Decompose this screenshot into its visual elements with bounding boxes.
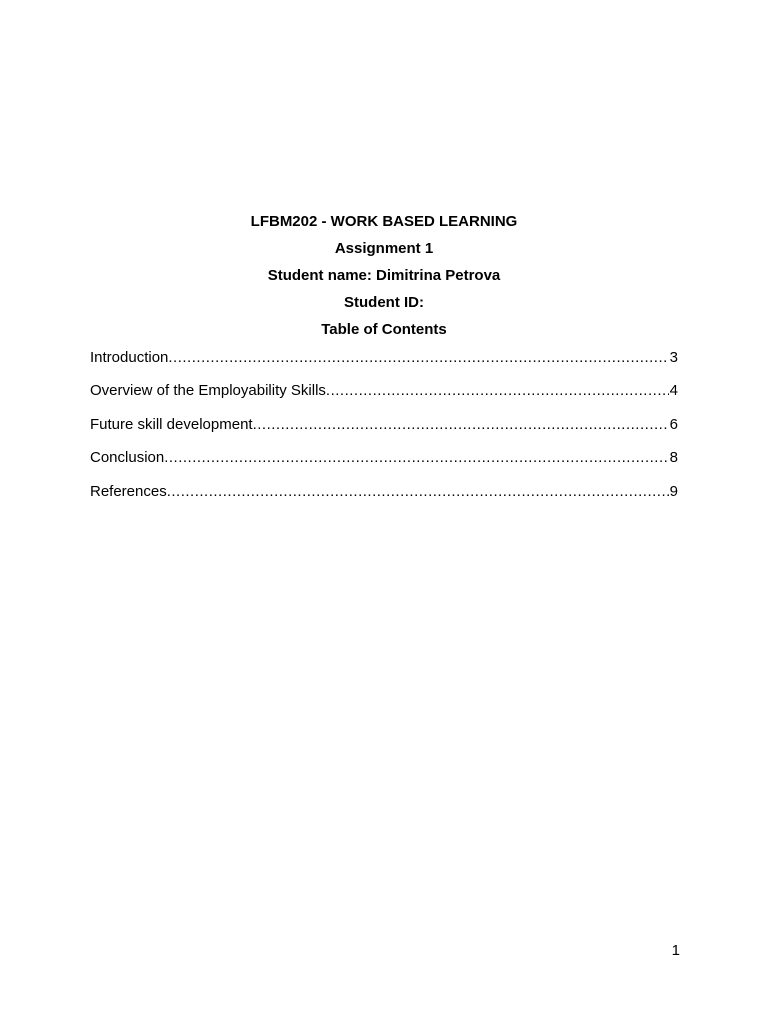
- toc-entry-page: 8: [669, 449, 678, 467]
- assignment-title: Assignment 1: [334, 240, 434, 257]
- toc-dot-leader: [164, 446, 668, 470]
- toc-entry-title: References: [90, 482, 167, 500]
- toc-dot-leader: [326, 379, 669, 403]
- toc-entry-page: 6: [669, 415, 678, 433]
- toc-entry-references[interactable]: [90, 480, 678, 513]
- toc-entry-page: 9: [669, 482, 678, 500]
- student-id: Student ID:: [344, 294, 424, 311]
- toc-entry-title: Conclusion: [90, 449, 165, 467]
- table-of-contents: [90, 346, 678, 513]
- student-name: Student name: Dimitrina Petrova: [267, 267, 501, 284]
- toc-entry-title: Introduction: [90, 349, 169, 366]
- toc-dot-leader: [167, 480, 669, 504]
- toc-dot-leader: [168, 346, 668, 370]
- toc-entry-future-skills[interactable]: [90, 413, 678, 446]
- toc-entry-title: Overview of the Employability Skills: [90, 382, 326, 400]
- toc-entry-page: 4: [669, 382, 678, 400]
- document-header: [0, 210, 768, 345]
- toc-dot-leader: [253, 413, 669, 437]
- toc-entry-conclusion[interactable]: [90, 446, 678, 479]
- toc-entry-title: Future skill development: [90, 415, 253, 433]
- course-title: LFBM202 - WORK BASED LEARNING: [250, 213, 518, 230]
- toc-entry-introduction[interactable]: [90, 346, 678, 379]
- toc-entry-page: 3: [669, 349, 678, 366]
- page-number: 1: [671, 942, 680, 959]
- toc-heading: Table of Contents: [321, 321, 447, 338]
- toc-entry-overview[interactable]: [90, 379, 678, 412]
